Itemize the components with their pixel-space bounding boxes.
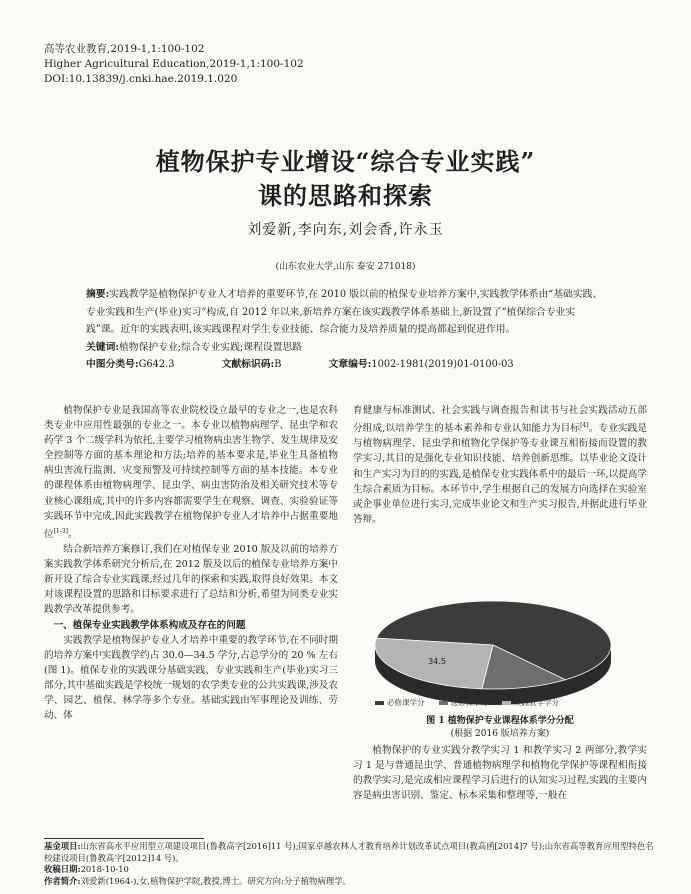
legend-label: 必修课学分 <box>387 698 425 707</box>
footnotes <box>44 841 654 887</box>
journal-citation-en: Higher Agricultural Education,2019-1,1:100-102 <box>44 58 304 70</box>
clc: 中图分类号:G642.3 <box>86 359 175 370</box>
footnote-rule <box>44 838 204 839</box>
abstract-label: 摘要: <box>86 289 110 300</box>
classification-line <box>86 356 606 374</box>
affiliation: (山东农业大学,山东 泰安 271018) <box>275 262 416 272</box>
section-heading: 一、植保专业实践教学体系构成及存在的问题 <box>53 619 246 631</box>
citation-ref: [4] <box>580 422 589 430</box>
legend-item <box>502 697 559 708</box>
paragraph: 结合新培养方案修订,我们在对植保专业 2010 版及以前的培养方案实践教学体系研究分析后,在 2012 版及以后的植保专业培养方案中新开设了综合专业实践课,经过几年的探索和实践,取得良好效果。本文对该课程设置的思路和目标要求进行了总结和分析,希望为同类专业实践教学改革提供参考。 <box>44 544 338 616</box>
keywords <box>86 339 606 357</box>
abstract <box>86 286 606 339</box>
article-title-line1: 植物保护专业增设“综合专业实践” <box>155 147 536 176</box>
pie-data-label: 34.5 <box>428 657 446 667</box>
paragraph: 植物保护专业是我国高等农业院校设立最早的专业之一,也是农科类专业中应用性最强的专业之一。本专业以植物病理学、昆虫学和农药学 3 个二级学科为依托,主要学习植物病虫害生物学、发生规律及安全控制等方面的基本理论和方法;培养的基本要求是,毕业生具备植物病虫害流行监测、灾变预警及可持续控制等方面的基本技能。本专业的课程体系由植物病理学、昆虫学、病虫害防治及相关研究技术等专业核心课组成,其中的许多内容都需要学生在观察、调查、实验验证等实践环节中完成,因此实践教学在植物保护专业人才培养中占据重要地位[1-3]。 <box>44 405 338 540</box>
keywords-text: 植物保护专业;综合专业实践;课程设置思路 <box>119 341 302 353</box>
body-right-continued <box>353 743 647 803</box>
legend-swatch <box>375 701 384 705</box>
chart-legend <box>375 697 655 708</box>
legend-label: 实践教学学分 <box>514 698 559 707</box>
paragraph: 育健康与标准测试、社会实践与调查报告和读书与社会实践活动五部分组成,以培养学生的基本素养和专业认知能力为目标[4]。专业实践是与植物病理学、昆虫学和植物化学保护等专业课互相衔接而设置的教学实习,其目的是强化专业知识技能、培养创新思维。以毕业论文设计和生产实习为目的的实践,是植保专业实践体系中的最后一环,以提高学生综合素质为目标。本环节中,学生根据自己的发展方向选择在实验室或企事业单位进行实习,完成毕业论文和生产实习报告,并据此进行毕业答辩。 <box>353 405 647 525</box>
body-right-column <box>353 403 647 527</box>
received-date: 收稿日期:2018-10-10 <box>44 864 129 874</box>
fund-note: 基金项目:山东省高水平应用型立项建设项目(鲁教高字[2016]11 号);国家卓越农林人才教育培养计划改革试点项目(教高函[2014]7 号);山东省高等教育应用型特色名校建设项目(鲁教高字[2012]14 号)。 <box>44 841 654 863</box>
journal-citation-cn: 高等农业教育,2019-1,1:100-102 <box>44 43 205 55</box>
paragraph: 实践教学是植物保护专业人才培养中重要的教学环节,在不同时期的培养方案中实践教学约占 30.0—34.5 学分,占总学分的 20 % 左右(图 1)。植保专业的实践课分基础实践、专业实践和生产(毕业)实习三部分,其中基础实践是学校统一规划的农学类专业的公共实践课,涉及农学、园艺、植保、林学等多个专业。基础实践由军事理论及训练、劳动、体 <box>44 634 338 722</box>
legend-item <box>375 697 425 708</box>
author-bio: 作者简介:刘爱新(1964-),女,植物保护学院,教授,博士。研究方向:分子植物病理学。 <box>44 875 351 886</box>
body-left-column <box>44 403 338 723</box>
legend-swatch <box>439 701 448 705</box>
figure-caption <box>353 715 647 741</box>
citation-ref: [1-3] <box>53 527 68 535</box>
paragraph: 植物保护的专业实践分教学实习 1 和教学实习 2 两部分,教学实习 1 是与普通昆虫学、普通植物病理学和植物化学保护等课程相衔接的教学实习,是完成相应课程学习后进行的认知实习过程,实践的主要内容是病虫害识别、鉴定、标本采集和整理等,一般在 <box>353 745 647 802</box>
doc-code: 文献标识码:B <box>221 359 282 370</box>
doi: DOI:10.13839/j.cnki.hae.2019.1.020 <box>44 73 238 85</box>
figure-caption-title: 图 1 植物保护专业课程体系学分分配 <box>426 716 574 726</box>
abstract-text: 实践教学是植物保护专业人才培养的重要环节,在 2010 版以前的植保专业培养方案中,实践教学体系由“基础实践、专业实践和生产(毕业)实习”构成,自 2012 年以来,新培养方案在该实践教学体系基础上,新设置了“植保综合专业实践”课。近年的实践表明,该实践课程对学生专业技能、综合能力及培养质量的提高都起到促进作用。 <box>86 289 603 335</box>
legend-item <box>439 697 489 708</box>
figure-caption-sub: (根据 2016 版培养方案) <box>450 729 550 739</box>
abstract-block <box>86 286 606 374</box>
legend-swatch <box>502 701 511 705</box>
article-number: 文章编号:1002-1981(2019)01-0100-03 <box>328 359 514 370</box>
keywords-label: 关键词: <box>86 341 120 353</box>
author-list: 刘爱新,李向东,刘会香,许永玉 <box>247 222 444 238</box>
article-title-line2: 课的思路和探索 <box>258 181 433 210</box>
legend-label: 选修课学分 <box>450 698 488 707</box>
journal-header <box>44 42 304 87</box>
